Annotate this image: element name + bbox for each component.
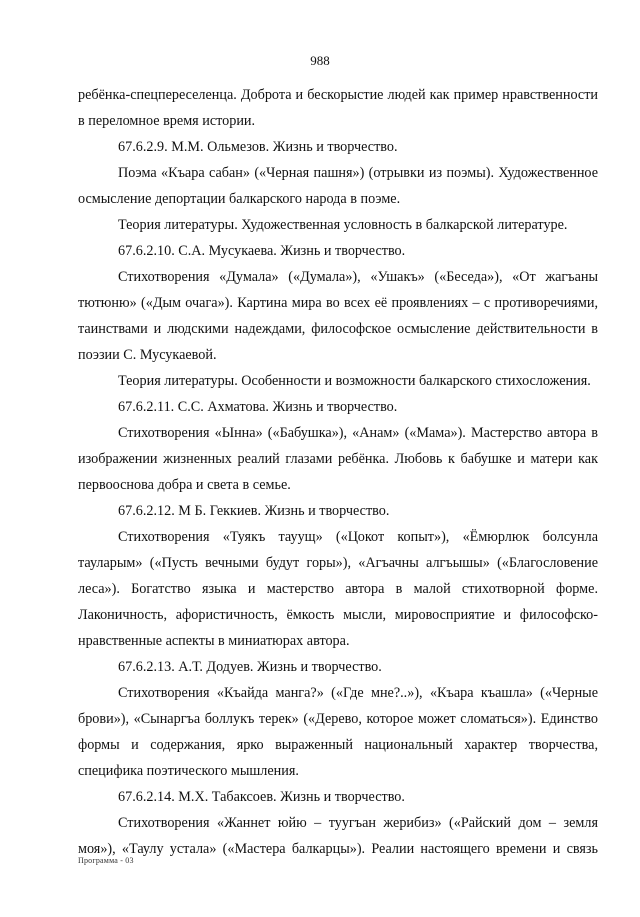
paragraph: Теория литературы. Художественная условность в балкарской литературе.	[118, 217, 568, 233]
paragraph: Стихотворения «Туякъ тауущ» («Цокот копыт»), «Ёмюрлюк болсунла тауларым» («Пусть вечными будут горы»), «Агъачны алгъышы» («Благословение леса»). Богатство языка и мастерство автора в малой стихотворной форме. Лаконичность, афористичность, ёмкость мысли, мировосприятие и философско-нравственные аспекты в миниатюрах автора.	[78, 529, 598, 649]
paragraph: Стихотворения «Къайда манга?» («Где мне?..»), «Къара къашла» («Черные брови»), «Сынаргъа боллукъ терек» («Дерево, которое может сломаться»). Единство формы и содержания, ярко выраженный национальный характер творчества, специфика поэтического мышления.	[78, 685, 598, 779]
page-number: 988	[310, 53, 330, 68]
paragraph: ребёнка-спецпереселенца. Доброта и бескорыстие людей как пример нравственности в переломное время истории.	[78, 87, 598, 129]
page-body	[78, 82, 598, 862]
footer-note: Программа - 03	[78, 856, 134, 865]
paragraph: 67.6.2.11. С.С. Ахматова. Жизнь и творчество.	[118, 399, 398, 415]
paragraph: Теория литературы. Особенности и возможности балкарского стихосложения.	[118, 373, 591, 389]
paragraph: Стихотворения «Жаннет юйю – туугъан жерибиз» («Райский дом – земля моя»), «Таулу устала» («Мастера балкарцы»). Реалии настоящего времени и связь	[78, 815, 598, 857]
paragraph: Стихотворения «Думала» («Думала»), «Ушакъ» («Беседа»), «От жагъаны тютюню» («Дым очага»). Картина мира во всех её проявлениях – с противоречиями, таинствами и людскими надеждами, философское осмысление действительности в поэзии С. Мусукаевой.	[78, 269, 598, 363]
paragraph: 67.6.2.13. А.Т. Додуев. Жизнь и творчество.	[118, 659, 382, 675]
paragraph: 67.6.2.9. М.М. Ольмезов. Жизнь и творчество.	[118, 139, 398, 155]
paragraph: 67.6.2.12. М Б. Геккиев. Жизнь и творчество.	[118, 503, 390, 519]
paragraph: 67.6.2.10. С.А. Мусукаева. Жизнь и творчество.	[118, 243, 406, 259]
paragraph: Поэма «Къара сабан» («Черная пашня») (отрывки из поэмы). Художественное осмысление депортации балкарского народа в поэме.	[78, 165, 598, 207]
paragraph: 67.6.2.14. М.Х. Табаксоев. Жизнь и творчество.	[118, 789, 405, 805]
paragraph: Стихотворения «Ынна» («Бабушка»), «Анам» («Мама»). Мастерство автора в изображении жизненных реалий глазами ребёнка. Любовь к бабушке и матери как первооснова добра и света в семье.	[78, 425, 598, 493]
